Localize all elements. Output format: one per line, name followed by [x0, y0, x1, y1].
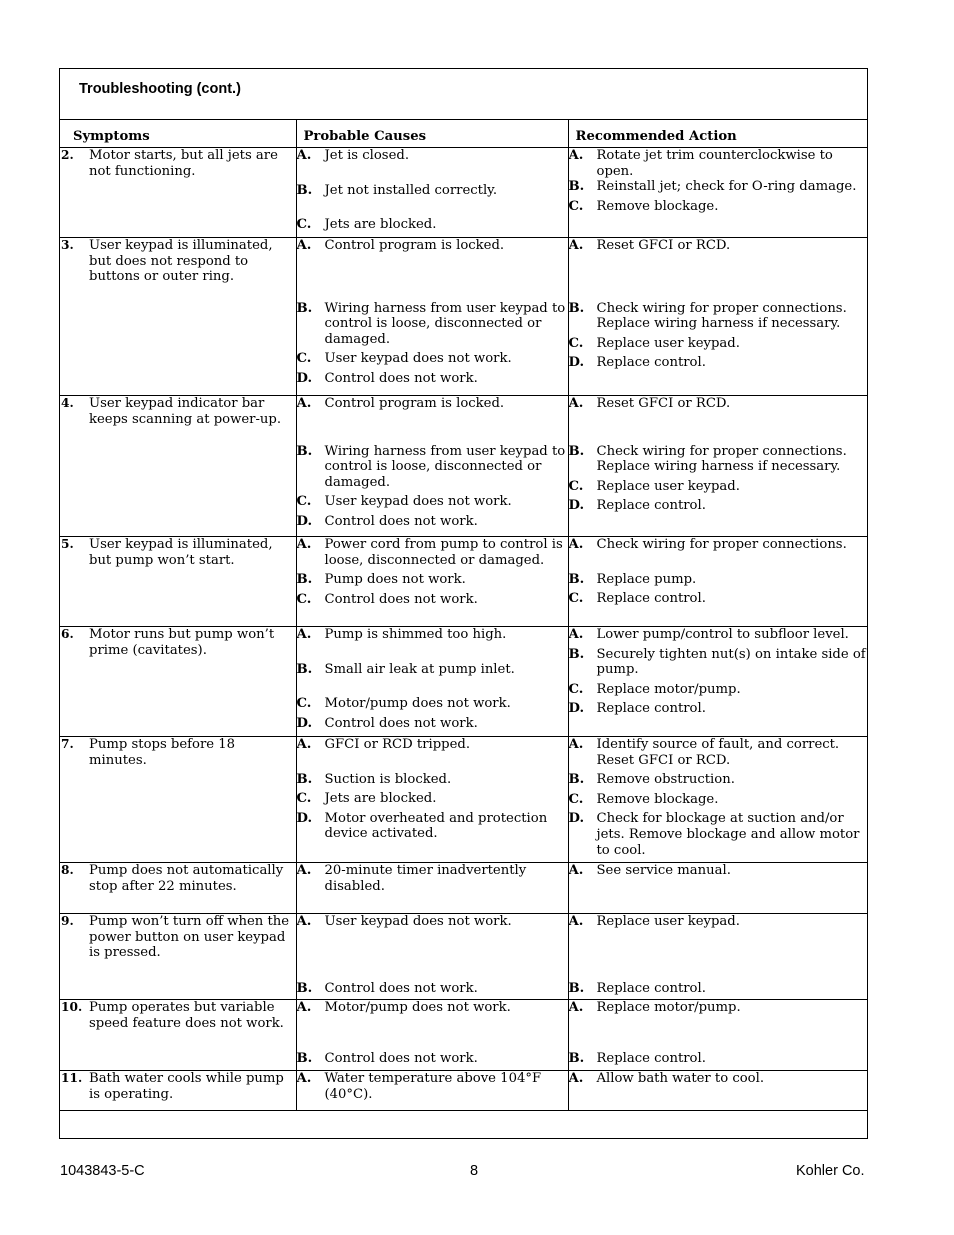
troubleshooting-panel	[59, 68, 868, 1139]
symptom-number: 11.	[61, 1071, 83, 1085]
cause-item	[297, 716, 568, 732]
action-item	[569, 301, 868, 332]
cause-text: Control does not work.	[324, 1050, 478, 1066]
cause-text: Control program is locked.	[324, 238, 505, 253]
cause-text: Motor/pump does not work.	[324, 1000, 511, 1015]
action-item	[569, 444, 868, 475]
cause-text: User keypad does not work.	[324, 914, 512, 929]
symptom-number: 10.	[61, 1000, 83, 1014]
cause-item	[297, 981, 568, 997]
symptom-text: Pump operates but variable speed feature does not work.	[89, 1000, 284, 1031]
action-item	[569, 981, 868, 997]
action-text: Remove obstruction.	[596, 772, 735, 788]
action-cell	[568, 1071, 867, 1111]
cause-item	[297, 301, 568, 348]
action-item	[569, 572, 868, 588]
action-item	[569, 238, 868, 254]
cause-item	[297, 662, 568, 678]
action-text: Remove blockage.	[596, 198, 719, 214]
symptom-text: Pump stops before 18 minutes.	[89, 737, 236, 768]
cause-letter: C.	[296, 591, 312, 607]
table-empty-row	[60, 1111, 867, 1139]
action-cell	[568, 238, 867, 396]
cause-item	[297, 791, 568, 807]
action-cell	[568, 627, 867, 737]
action-item	[569, 647, 868, 678]
action-letter: A.	[568, 148, 584, 163]
cause-item	[297, 914, 568, 930]
cause-item	[297, 592, 568, 608]
action-text: Replace control.	[596, 355, 706, 371]
action-item	[569, 498, 868, 514]
cause-letter: D.	[296, 715, 313, 731]
cause-letter: B.	[296, 572, 313, 588]
action-letter: A.	[568, 396, 584, 411]
document-number: 1043843-5-C	[60, 1163, 145, 1179]
action-item	[569, 737, 868, 768]
symptom-number: 2.	[61, 148, 74, 162]
cause-text: User keypad does not work.	[324, 494, 512, 510]
cause-item	[297, 737, 568, 753]
action-cell	[568, 396, 867, 537]
cause-item	[297, 537, 568, 568]
action-letter: D.	[568, 355, 585, 371]
cause-item	[297, 696, 568, 712]
action-item	[569, 627, 868, 643]
cause-text: Jets are blocked.	[324, 217, 437, 233]
cause-text: Control program is locked.	[324, 396, 505, 411]
action-text: Check wiring for proper connections.	[596, 537, 847, 552]
action-item	[569, 199, 868, 215]
action-item	[569, 1000, 868, 1016]
cause-item	[297, 494, 568, 510]
symptom-text: Pump won’t turn off when the power button on user keypad is pressed.	[89, 914, 290, 961]
action-item	[569, 811, 868, 858]
cause-item	[297, 238, 568, 254]
cause-cell	[296, 396, 568, 537]
action-cell	[568, 1000, 867, 1071]
action-text: Reset GFCI or RCD.	[596, 238, 731, 253]
cause-text: Wiring harness from user keypad to control is loose, disconnected or damaged.	[324, 443, 566, 490]
action-text: Replace control.	[596, 498, 706, 514]
cause-cell	[296, 914, 568, 1000]
action-text: Allow bath water to cool.	[596, 1071, 765, 1086]
cause-text: Pump does not work.	[324, 572, 466, 588]
action-text: Securely tighten nut(s) on intake side of pump.	[596, 646, 866, 678]
symptom-cell	[60, 1071, 296, 1111]
cause-item	[297, 351, 568, 367]
action-text: Replace pump.	[596, 571, 697, 587]
action-letter: B.	[568, 1050, 585, 1066]
header-symptoms: Symptoms	[60, 120, 296, 148]
cause-letter: C.	[296, 217, 312, 233]
symptom-cell	[60, 537, 296, 627]
cause-text: Pump is shimmed too high.	[324, 627, 507, 642]
cause-text: Jets are blocked.	[324, 791, 437, 807]
cause-text: Power cord from pump to control is loose, disconnected or damaged.	[324, 537, 563, 568]
cause-cell	[296, 1071, 568, 1111]
cause-letter: A.	[296, 537, 312, 552]
cause-item	[297, 371, 568, 387]
action-item	[569, 914, 868, 930]
action-item	[569, 792, 868, 808]
cause-letter: B.	[296, 443, 313, 459]
cause-item	[297, 396, 568, 412]
troubleshooting-table	[60, 119, 867, 1139]
table-row	[60, 148, 867, 238]
action-letter: A.	[568, 537, 584, 552]
cause-letter: C.	[296, 696, 312, 712]
symptom-number: 4.	[61, 396, 74, 410]
symptom-cell	[60, 1000, 296, 1071]
symptom-cell	[60, 396, 296, 537]
cause-item	[297, 1051, 568, 1067]
symptom-number: 6.	[61, 627, 74, 641]
cause-letter: B.	[296, 661, 313, 677]
action-letter: B.	[568, 571, 585, 587]
cause-item	[297, 183, 568, 199]
action-item	[569, 148, 868, 179]
action-item	[569, 772, 868, 788]
action-text: Replace user keypad.	[596, 335, 740, 351]
symptom-text: User keypad indicator bar keeps scanning at power-up.	[89, 396, 282, 427]
symptom-text: Motor starts, but all jets are not functioning.	[89, 148, 278, 179]
cause-letter: A.	[296, 627, 312, 642]
action-cell	[568, 737, 867, 863]
cause-letter: C.	[296, 791, 312, 807]
cause-letter: B.	[296, 980, 313, 996]
symptom-number: 5.	[61, 537, 74, 551]
action-item	[569, 479, 868, 495]
symptom-cell	[60, 737, 296, 863]
action-item	[569, 1051, 868, 1067]
cause-cell	[296, 238, 568, 396]
action-text: See service manual.	[596, 863, 731, 878]
page-number: 8	[470, 1163, 479, 1179]
action-item	[569, 701, 868, 717]
cause-item	[297, 1071, 568, 1102]
cause-text: Motor/pump does not work.	[324, 696, 511, 712]
action-letter: C.	[568, 198, 584, 214]
action-text: Replace user keypad.	[596, 914, 740, 929]
action-letter: D.	[568, 498, 585, 514]
cause-text: 20-minute timer inadvertently disabled.	[324, 863, 527, 894]
cause-letter: C.	[296, 351, 312, 367]
cause-letter: D.	[296, 513, 313, 529]
action-item	[569, 537, 868, 553]
cause-text: Jet not installed correctly.	[324, 182, 498, 198]
symptom-number: 8.	[61, 863, 74, 877]
cause-item	[297, 444, 568, 491]
action-letter: A.	[568, 1000, 584, 1015]
action-item	[569, 863, 868, 879]
cause-letter: A.	[296, 863, 312, 878]
cause-item	[297, 811, 568, 842]
cause-letter: B.	[296, 182, 313, 198]
cause-item	[297, 514, 568, 530]
action-letter: A.	[568, 1071, 584, 1086]
action-item	[569, 1071, 868, 1087]
action-text: Lower pump/control to subfloor level.	[596, 627, 849, 642]
cause-item	[297, 627, 568, 643]
section-title: Troubleshooting (cont.)	[79, 81, 241, 97]
table-row	[60, 914, 867, 1000]
action-letter: B.	[568, 300, 585, 316]
table-row	[60, 1000, 867, 1071]
cause-item	[297, 863, 568, 894]
action-cell	[568, 537, 867, 627]
table-row	[60, 537, 867, 627]
action-letter: B.	[568, 772, 585, 788]
table-row	[60, 238, 867, 396]
cause-text: Water temperature above 104°F (40°C).	[324, 1071, 542, 1102]
table-empty-cell	[60, 1111, 867, 1139]
cause-text: Small air leak at pump inlet.	[324, 661, 515, 677]
action-item	[569, 396, 868, 412]
company-name: Kohler Co.	[796, 1163, 865, 1179]
action-letter: C.	[568, 478, 584, 494]
symptom-text: User keypad is illuminated, but pump won’t start.	[89, 537, 273, 568]
action-letter: B.	[568, 443, 585, 459]
cause-letter: B.	[296, 300, 313, 316]
action-text: Replace control.	[596, 701, 706, 717]
action-text: Reinstall jet; check for O-ring damage.	[596, 179, 857, 195]
action-letter: B.	[568, 179, 585, 195]
cause-text: Wiring harness from user keypad to control is loose, disconnected or damaged.	[324, 300, 566, 347]
cause-item	[297, 1000, 568, 1016]
symptom-text: Pump does not automatically stop after 22 minutes.	[89, 863, 284, 894]
action-item	[569, 591, 868, 607]
action-text: Check for blockage at suction and/or jets. Remove blockage and allow motor to cool.	[596, 811, 860, 858]
action-text: Check wiring for proper connections. Replace wiring harness if necessary.	[596, 300, 847, 332]
table-row	[60, 863, 867, 914]
cause-text: Suction is blocked.	[324, 771, 452, 787]
action-text: Remove blockage.	[596, 791, 719, 807]
symptom-text: User keypad is illuminated, but does not respond to buttons or outer ring.	[89, 238, 273, 285]
cause-letter: D.	[296, 370, 313, 386]
cause-letter: C.	[296, 494, 312, 510]
table-row	[60, 1071, 867, 1111]
action-cell	[568, 148, 867, 238]
action-text: Replace control.	[596, 980, 706, 996]
symptom-cell	[60, 863, 296, 914]
action-text: Reset GFCI or RCD.	[596, 396, 731, 411]
action-text: Rotate jet trim counterclockwise to open.	[596, 148, 833, 179]
cause-letter: D.	[296, 810, 313, 826]
table-row	[60, 396, 867, 537]
cause-text: Jet is closed.	[324, 148, 410, 163]
cause-letter: B.	[296, 1050, 313, 1066]
action-text: Replace control.	[596, 591, 706, 607]
cause-cell	[296, 737, 568, 863]
action-letter: B.	[568, 980, 585, 996]
header-causes: Probable Causes	[296, 120, 568, 148]
action-text: Replace motor/pump.	[596, 681, 741, 697]
action-text: Replace motor/pump.	[596, 1000, 741, 1015]
cause-letter: A.	[296, 914, 312, 929]
symptom-cell	[60, 627, 296, 737]
cause-cell	[296, 148, 568, 238]
cause-item	[297, 572, 568, 588]
action-letter: A.	[568, 627, 584, 642]
action-text: Replace user keypad.	[596, 478, 740, 494]
symptom-cell	[60, 914, 296, 1000]
cause-cell	[296, 627, 568, 737]
cause-text: Motor overheated and protection device activated.	[324, 810, 548, 842]
cause-text: Control does not work.	[324, 370, 478, 386]
cause-text: Control does not work.	[324, 980, 478, 996]
action-cell	[568, 863, 867, 914]
action-letter: C.	[568, 591, 584, 607]
cause-cell	[296, 863, 568, 914]
symptom-number: 7.	[61, 737, 74, 751]
table-row	[60, 737, 867, 863]
cause-cell	[296, 1000, 568, 1071]
cause-text: Control does not work.	[324, 715, 478, 731]
symptom-text: Bath water cools while pump is operating.	[89, 1071, 284, 1102]
action-item	[569, 179, 868, 195]
action-letter: D.	[568, 701, 585, 717]
cause-text: Control does not work.	[324, 591, 478, 607]
cause-item	[297, 772, 568, 788]
cause-letter: B.	[296, 771, 313, 787]
cause-text: Control does not work.	[324, 513, 478, 529]
symptom-text: Motor runs but pump won’t prime (cavitates).	[89, 627, 275, 658]
symptom-cell	[60, 148, 296, 238]
action-item	[569, 682, 868, 698]
action-letter: B.	[568, 646, 585, 662]
cause-cell	[296, 537, 568, 627]
cause-text: User keypad does not work.	[324, 351, 512, 367]
action-text: Identify source of fault, and correct. Reset GFCI or RCD.	[596, 737, 840, 768]
action-text: Replace control.	[596, 1050, 706, 1066]
cause-item	[297, 148, 568, 164]
symptom-cell	[60, 238, 296, 396]
action-cell	[568, 914, 867, 1000]
action-item	[569, 336, 868, 352]
action-letter: C.	[568, 335, 584, 351]
cause-letter: A.	[296, 148, 312, 163]
action-text: Check wiring for proper connections. Replace wiring harness if necessary.	[596, 443, 847, 475]
action-item	[569, 355, 868, 371]
action-letter: C.	[568, 681, 584, 697]
action-letter: A.	[568, 238, 584, 253]
cause-letter: A.	[296, 1000, 312, 1015]
action-letter: A.	[568, 914, 584, 929]
action-letter: A.	[568, 737, 584, 752]
cause-letter: A.	[296, 737, 312, 752]
table-row	[60, 627, 867, 737]
action-letter: C.	[568, 791, 584, 807]
cause-letter: A.	[296, 1071, 312, 1086]
symptom-number: 3.	[61, 238, 74, 252]
cause-letter: A.	[296, 396, 312, 411]
cause-letter: A.	[296, 238, 312, 253]
table-header-row	[60, 120, 867, 148]
cause-text: GFCI or RCD tripped.	[324, 737, 471, 752]
header-actions: Recommended Action	[568, 120, 867, 148]
action-letter: D.	[568, 811, 585, 827]
cause-item	[297, 217, 568, 233]
action-letter: A.	[568, 863, 584, 878]
symptom-number: 9.	[61, 914, 74, 928]
